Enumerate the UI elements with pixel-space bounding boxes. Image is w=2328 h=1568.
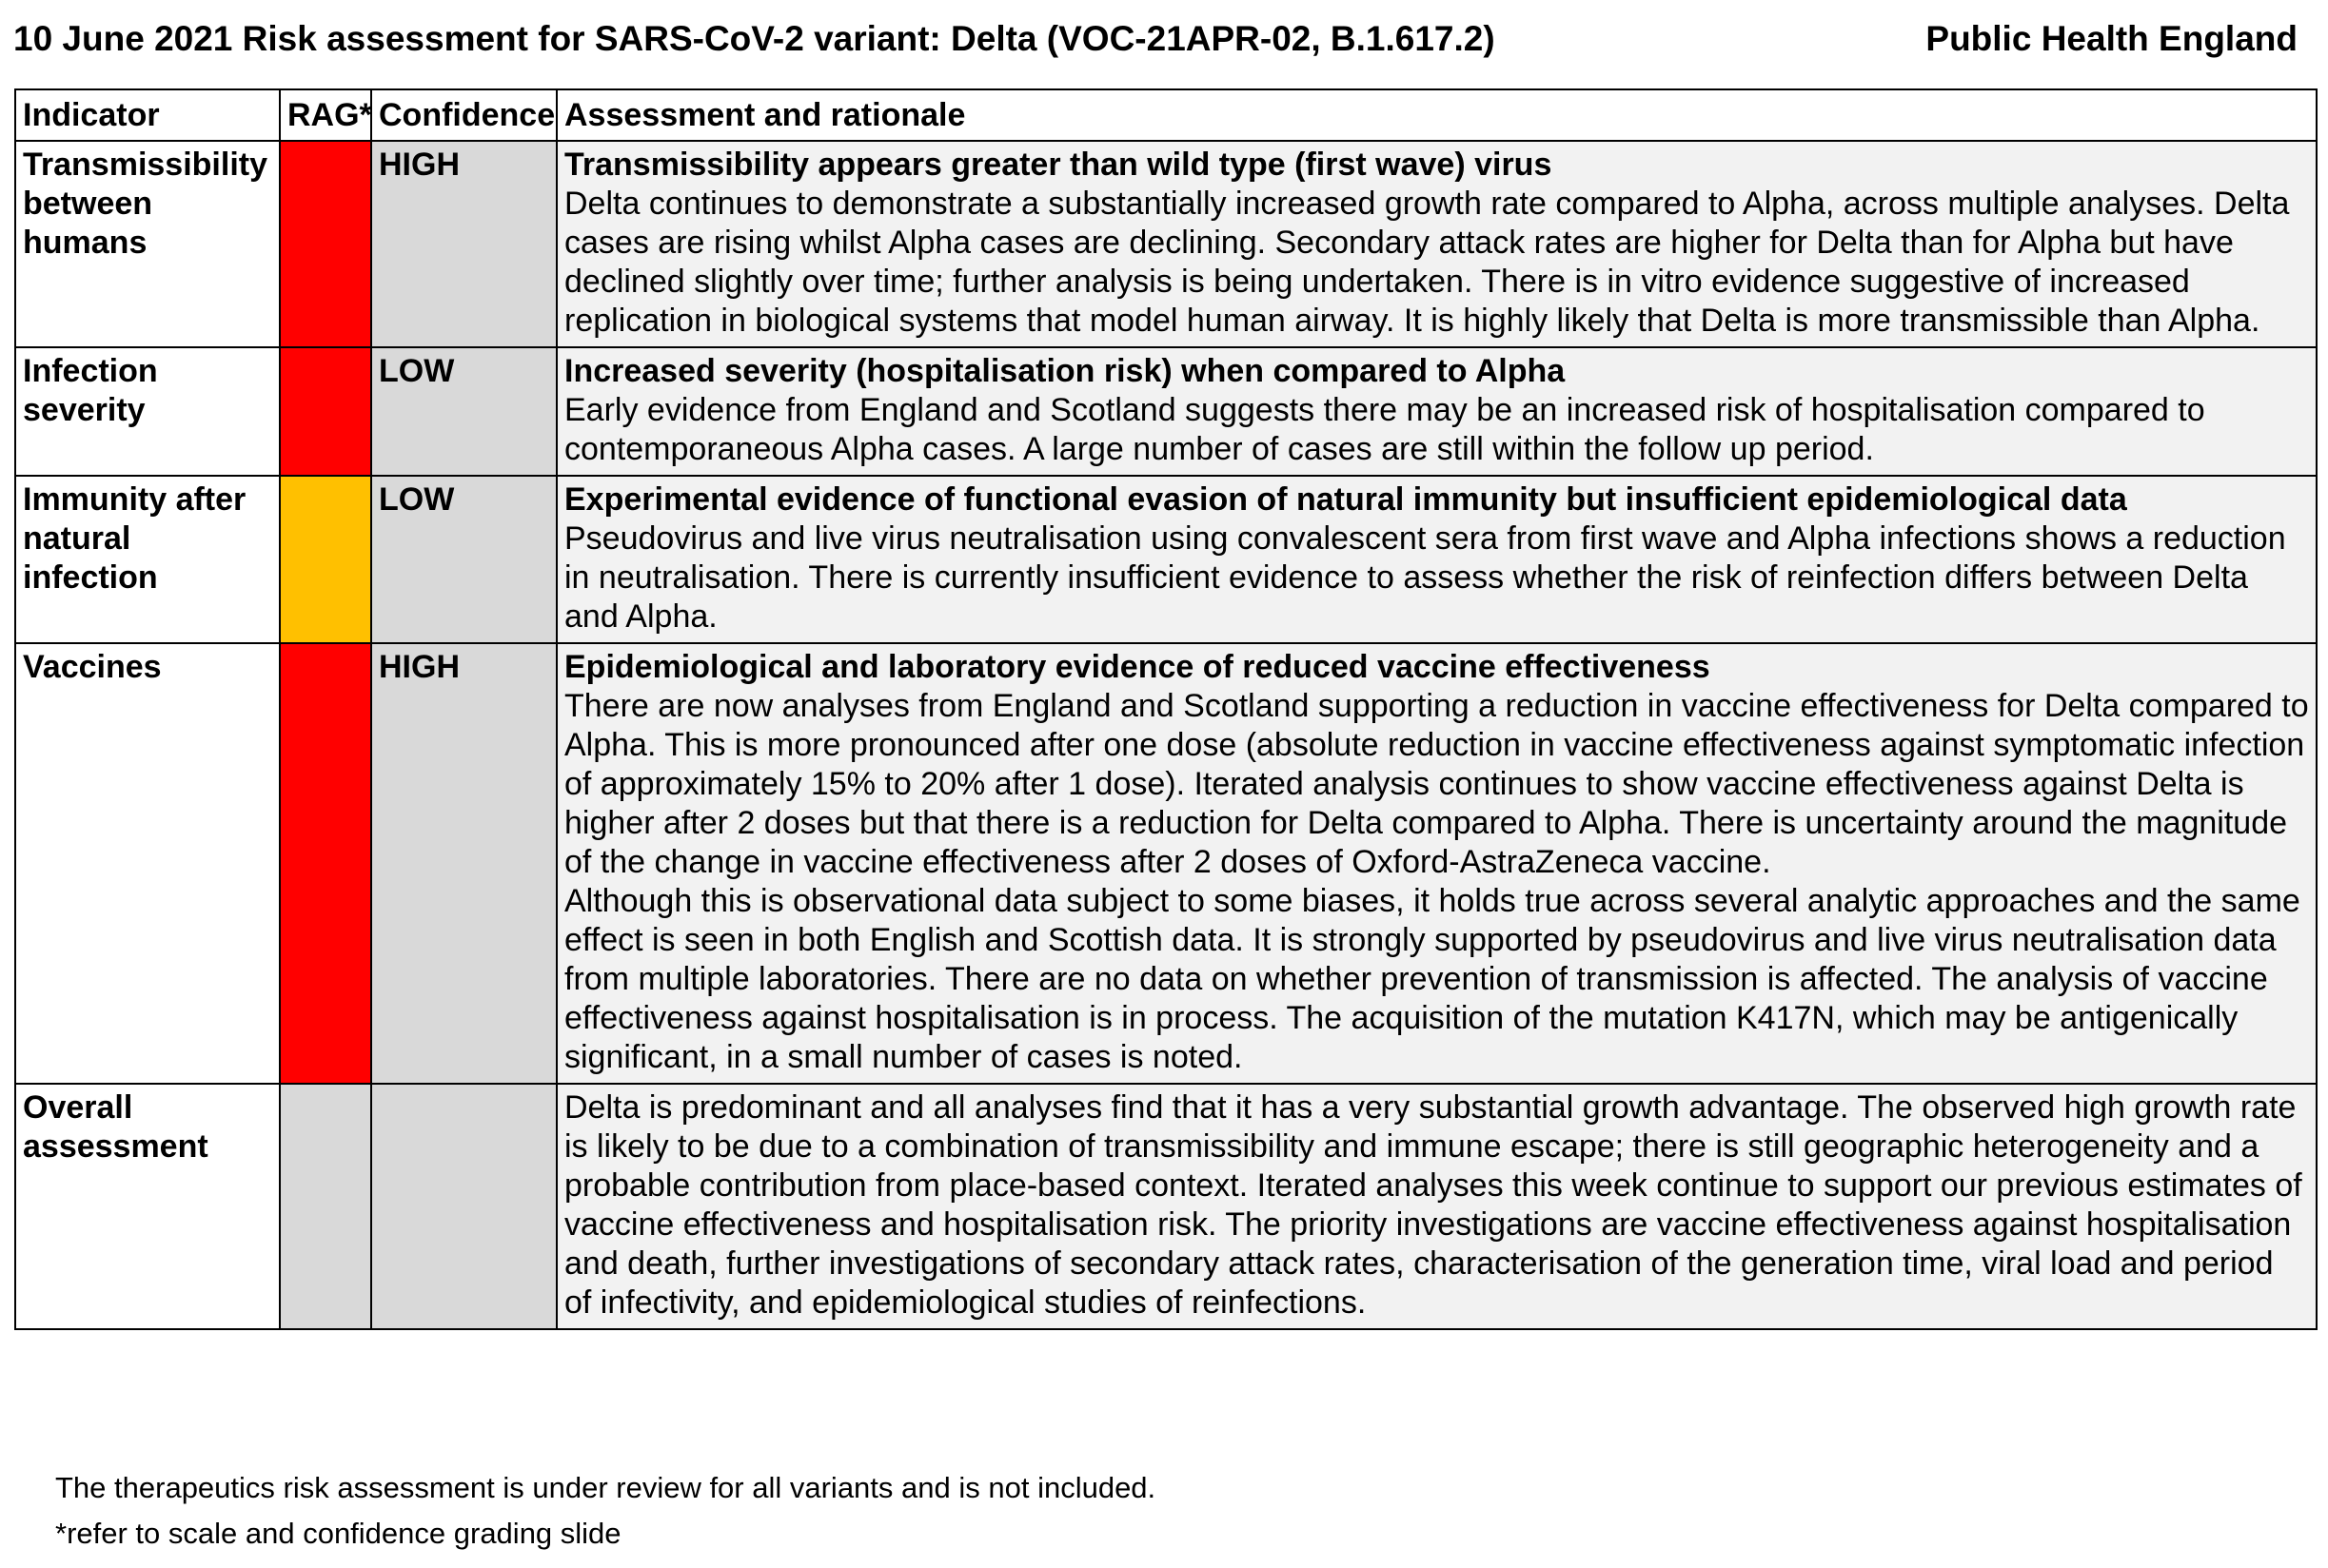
footer-note-therapeutics: The therapeutics risk assessment is under review for all variants and is not included. (55, 1471, 1156, 1504)
rag-status-cell (280, 476, 371, 643)
rag-status-cell (280, 643, 371, 1084)
confidence-cell: LOW (371, 347, 557, 476)
table-row (15, 141, 2317, 347)
column-header-assessment: Assessment and rationale (557, 89, 2317, 141)
rag-status-cell (280, 1084, 371, 1329)
assessment-paragraph: Delta continues to demonstrate a substantially increased growth rate compared to Alpha, across multiple analyses. Delta cases are rising whilst Alpha cases are declining. Secondary attack rates are higher for Delta than for Alpha but have declined slightly over time; further analysis is being undertaken. There is in vitro evidence suggestive of increased replication in biological systems that model human airway. It is highly likely that Delta is more transmissible than Alpha. (564, 186, 2290, 339)
indicator-cell: Transmissibility between humans (15, 141, 280, 347)
table-header-row (15, 89, 2317, 141)
indicator-cell: Immunity after natural infection (15, 476, 280, 643)
assessment-paragraph: Although this is observational data subject to some biases, it holds true across several analytic approaches and the same effect is seen in both English and Scottish data. It is strongly supported by pseudovirus and live virus neutralisation data from multiple laboratories. There are no data on whether prevention of transmission is affected. The analysis of vaccine effectiveness against hospitalisation is in process. The acquisition of the mutation K417N, which may be antigenically significant, in a small number of cases is noted. (564, 883, 2300, 1075)
indicator-cell: Infection severity (15, 347, 280, 476)
indicator-cell: Overall assessment (15, 1084, 280, 1329)
rag-status-cell (280, 141, 371, 347)
risk-assessment-table (14, 88, 2318, 1330)
footer-note-grading: *refer to scale and confidence grading slide (55, 1517, 621, 1550)
table-row (15, 1084, 2317, 1329)
table-row (15, 347, 2317, 476)
assessment-paragraph: Pseudovirus and live virus neutralisation using convalescent sera from first wave and Alpha infections shows a reduction in neutralisation. There is currently insufficient evidence to assess whether the risk of reinfection differs between Delta and Alpha. (564, 520, 2286, 635)
confidence-cell: HIGH (371, 141, 557, 347)
assessment-cell (557, 1084, 2317, 1329)
assessment-paragraph: Delta is predominant and all analyses find that it has a very substantial growth advantage. The observed high growth rate is likely to be due to a combination of transmissibility and immune escape; there is still geographic heterogeneity and a probable contribution from place-based context. Iterated analyses this week continue to support our previous estimates of vaccine effectiveness and hospitalisation risk. The priority investigations are vaccine effectiveness against hospitalisation and death, further investigations of secondary attack rates, characterisation of the generation time, viral load and period of infectivity, and epidemiological studies of reinfections. (564, 1089, 2302, 1321)
assessment-cell (557, 643, 2317, 1084)
assessment-cell (557, 141, 2317, 347)
header (13, 13, 2298, 67)
assessment-title: Experimental evidence of functional evasion of natural immunity but insufficient epidemiological data (564, 481, 2127, 518)
assessment-title: Transmissibility appears greater than wild type (first wave) virus (564, 147, 1552, 183)
assessment-paragraph: There are now analyses from England and Scotland supporting a reduction in vaccine effectiveness for Delta compared to Alpha. This is more pronounced after one dose (absolute reduction in vaccine effectiveness against symptomatic infection of approximately 15% to 20% after 1 dose). Iterated analysis continues to show vaccine effectiveness against Delta is higher after 2 doses but that there is a reduction for Delta compared to Alpha. There is uncertainty around the magnitude of the change in vaccine effectiveness after 2 doses of Oxford-AstraZeneca vaccine. (564, 688, 2309, 880)
assessment-paragraph: Early evidence from England and Scotland suggests there may be an increased risk of hospitalisation compared to contemporaneous Alpha cases. A large number of cases are still within the follow up period. (564, 392, 2205, 467)
confidence-cell (371, 1084, 557, 1329)
rag-status-cell (280, 347, 371, 476)
assessment-cell (557, 476, 2317, 643)
column-header-rag: RAG* (280, 89, 371, 141)
assessment-title: Increased severity (hospitalisation risk) when compared to Alpha (564, 353, 1566, 389)
confidence-cell: LOW (371, 476, 557, 643)
column-header-indicator: Indicator (15, 89, 280, 141)
table-row (15, 476, 2317, 643)
assessment-cell (557, 347, 2317, 476)
table-row (15, 643, 2317, 1084)
organisation-name: Public Health England (1925, 19, 2298, 58)
assessment-title: Epidemiological and laboratory evidence of reduced vaccine effectiveness (564, 649, 1710, 685)
indicator-cell: Vaccines (15, 643, 280, 1084)
confidence-cell: HIGH (371, 643, 557, 1084)
page-title: 10 June 2021 Risk assessment for SARS-CoV-2 variant: Delta (VOC-21APR-02, B.1.617.2) (13, 19, 1495, 58)
column-header-confidence: Confidence (371, 89, 557, 141)
